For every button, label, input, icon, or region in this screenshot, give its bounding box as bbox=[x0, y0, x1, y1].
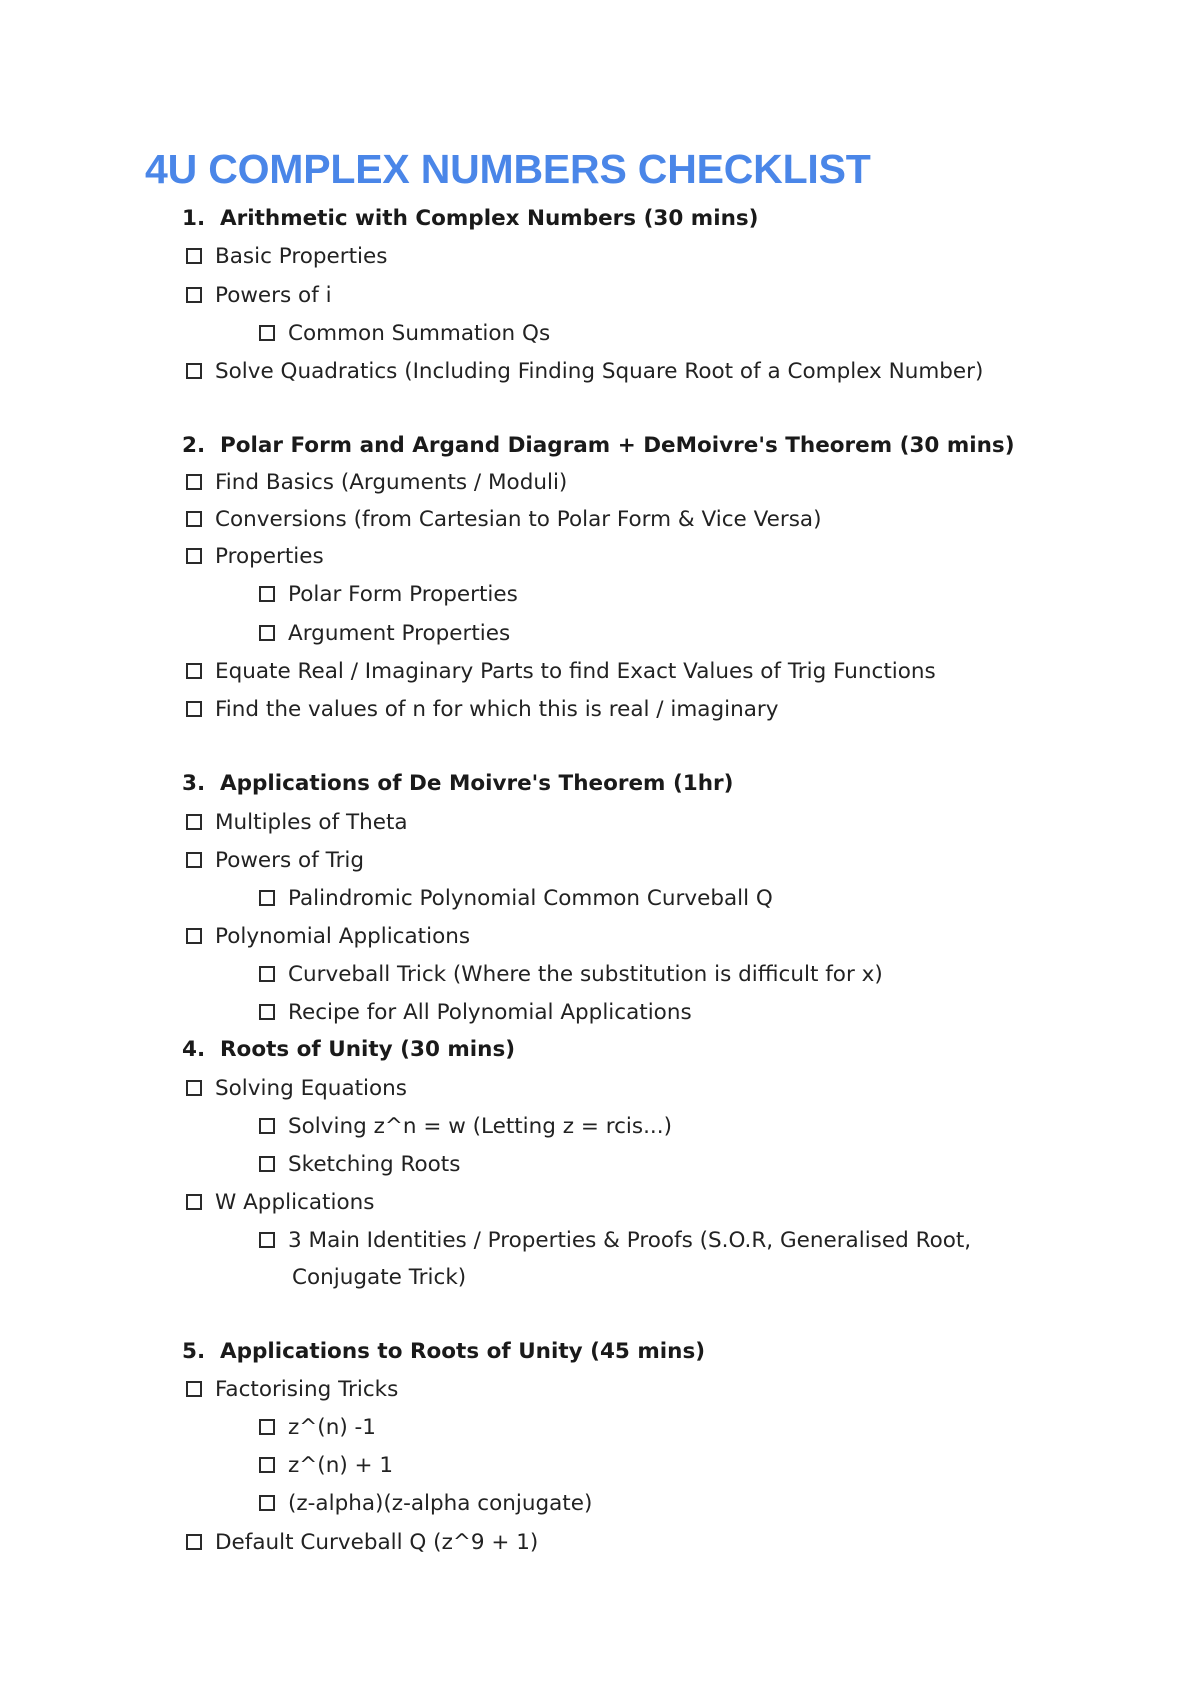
checkbox[interactable] bbox=[186, 928, 202, 944]
checkbox[interactable] bbox=[186, 663, 202, 679]
checkbox[interactable] bbox=[186, 548, 202, 564]
checklist-item bbox=[186, 540, 324, 574]
checkbox[interactable] bbox=[186, 248, 202, 264]
checklist-item bbox=[186, 466, 567, 500]
checkbox[interactable] bbox=[186, 1381, 202, 1397]
checklist-subitem bbox=[259, 1148, 460, 1182]
item-label: Factorising Tricks bbox=[215, 1377, 399, 1402]
checkbox[interactable] bbox=[259, 966, 275, 982]
checkbox[interactable] bbox=[186, 1080, 202, 1096]
checkbox[interactable] bbox=[186, 814, 202, 830]
section-number: 1. bbox=[182, 206, 206, 231]
checklist-subitem bbox=[259, 578, 518, 612]
section-title: Roots of Unity (30 mins) bbox=[220, 1037, 516, 1062]
checkbox[interactable] bbox=[259, 1419, 275, 1435]
page-title: 4U COMPLEX NUMBERS CHECKLIST bbox=[145, 146, 871, 192]
checkbox[interactable] bbox=[259, 1495, 275, 1511]
section-number: 4. bbox=[182, 1037, 206, 1062]
checklist-item bbox=[186, 503, 821, 537]
checklist-item bbox=[186, 844, 364, 878]
checklist-subitem bbox=[259, 617, 510, 651]
item-label: Sketching Roots bbox=[288, 1152, 461, 1177]
section-heading bbox=[182, 202, 759, 236]
checklist-subitem bbox=[259, 882, 773, 916]
checklist-item bbox=[186, 693, 778, 727]
checkbox[interactable] bbox=[186, 701, 202, 717]
checkbox[interactable] bbox=[259, 1232, 275, 1248]
item-label: Palindromic Polynomial Common Curveball Q bbox=[288, 886, 773, 911]
section-title: Applications to Roots of Unity (45 mins) bbox=[220, 1339, 706, 1364]
checkbox[interactable] bbox=[259, 1156, 275, 1172]
item-label: 3 Main Identities / Properties & Proofs (S.O.R, Generalised Root, bbox=[288, 1228, 972, 1253]
checkbox[interactable] bbox=[186, 1194, 202, 1210]
item-label: z^(n) + 1 bbox=[288, 1453, 394, 1478]
section-number: 5. bbox=[182, 1339, 206, 1364]
checklist-item bbox=[186, 1186, 374, 1220]
checkbox[interactable] bbox=[186, 363, 202, 379]
item-label: Multiples of Theta bbox=[215, 810, 408, 835]
item-label-continuation: Conjugate Trick) bbox=[292, 1265, 467, 1290]
item-label: Solve Quadratics (Including Finding Square Root of a Complex Number) bbox=[215, 359, 984, 384]
checklist-item bbox=[186, 1373, 398, 1407]
item-label: Powers of i bbox=[215, 283, 332, 308]
checkbox[interactable] bbox=[186, 852, 202, 868]
section-number: 3. bbox=[182, 771, 206, 796]
checkbox[interactable] bbox=[259, 1457, 275, 1473]
checkbox[interactable] bbox=[259, 325, 275, 341]
section-number: 2. bbox=[182, 433, 206, 458]
checklist-item bbox=[186, 655, 936, 689]
item-label: Find the values of n for which this is real / imaginary bbox=[215, 697, 779, 722]
checkbox[interactable] bbox=[186, 511, 202, 527]
section-heading bbox=[182, 1335, 705, 1369]
checklist-item bbox=[186, 920, 470, 954]
item-label: Polynomial Applications bbox=[215, 924, 471, 949]
checklist-subitem bbox=[259, 958, 883, 992]
item-label: Common Summation Qs bbox=[288, 321, 551, 346]
item-label: Solving Equations bbox=[215, 1076, 407, 1101]
section-title: Applications of De Moivre's Theorem (1hr) bbox=[220, 771, 734, 796]
checklist-subitem bbox=[259, 1487, 592, 1521]
section-heading bbox=[182, 767, 733, 801]
item-label: z^(n) -1 bbox=[288, 1415, 376, 1440]
checklist-item bbox=[186, 279, 332, 313]
checklist-subitem bbox=[259, 1110, 672, 1144]
section-heading bbox=[182, 429, 1015, 463]
item-label: Polar Form Properties bbox=[288, 582, 518, 607]
item-label: (z-alpha)(z-alpha conjugate) bbox=[288, 1491, 593, 1516]
item-label: Solving z^n = w (Letting z = rcis...) bbox=[288, 1114, 672, 1139]
checklist-subitem bbox=[259, 996, 692, 1030]
item-label: Basic Properties bbox=[215, 244, 388, 269]
checklist-subitem bbox=[259, 1449, 393, 1483]
item-label: Find Basics (Arguments / Moduli) bbox=[215, 470, 568, 495]
checkbox[interactable] bbox=[259, 586, 275, 602]
item-label: Recipe for All Polynomial Applications bbox=[288, 1000, 692, 1025]
checkbox[interactable] bbox=[186, 287, 202, 303]
item-label: W Applications bbox=[215, 1190, 375, 1215]
section-heading bbox=[182, 1033, 515, 1067]
checklist-item bbox=[186, 240, 387, 274]
item-label: Equate Real / Imaginary Parts to find Exact Values of Trig Functions bbox=[215, 659, 936, 684]
section-title: Arithmetic with Complex Numbers (30 mins) bbox=[220, 206, 759, 231]
checkbox[interactable] bbox=[259, 1118, 275, 1134]
item-label: Default Curveball Q (z^9 + 1) bbox=[215, 1530, 539, 1555]
section-title: Polar Form and Argand Diagram + DeMoivre's Theorem (30 mins) bbox=[220, 433, 1015, 458]
checklist-item bbox=[186, 1526, 538, 1560]
checkbox[interactable] bbox=[186, 1534, 202, 1550]
checkbox[interactable] bbox=[186, 474, 202, 490]
item-label: Properties bbox=[215, 544, 324, 569]
checkbox[interactable] bbox=[259, 890, 275, 906]
item-label: Argument Properties bbox=[288, 621, 511, 646]
checkbox[interactable] bbox=[259, 1004, 275, 1020]
checklist-subitem bbox=[259, 1224, 971, 1258]
checklist-subitem bbox=[259, 317, 550, 351]
checklist-item bbox=[186, 806, 408, 840]
checkbox[interactable] bbox=[259, 625, 275, 641]
checklist-item bbox=[186, 1072, 407, 1106]
checklist-item bbox=[186, 355, 983, 389]
checklist-subitem bbox=[259, 1411, 376, 1445]
item-label: Curveball Trick (Where the substitution is difficult for x) bbox=[288, 962, 883, 987]
item-label: Powers of Trig bbox=[215, 848, 365, 873]
item-label: Conversions (from Cartesian to Polar Form & Vice Versa) bbox=[215, 507, 822, 532]
